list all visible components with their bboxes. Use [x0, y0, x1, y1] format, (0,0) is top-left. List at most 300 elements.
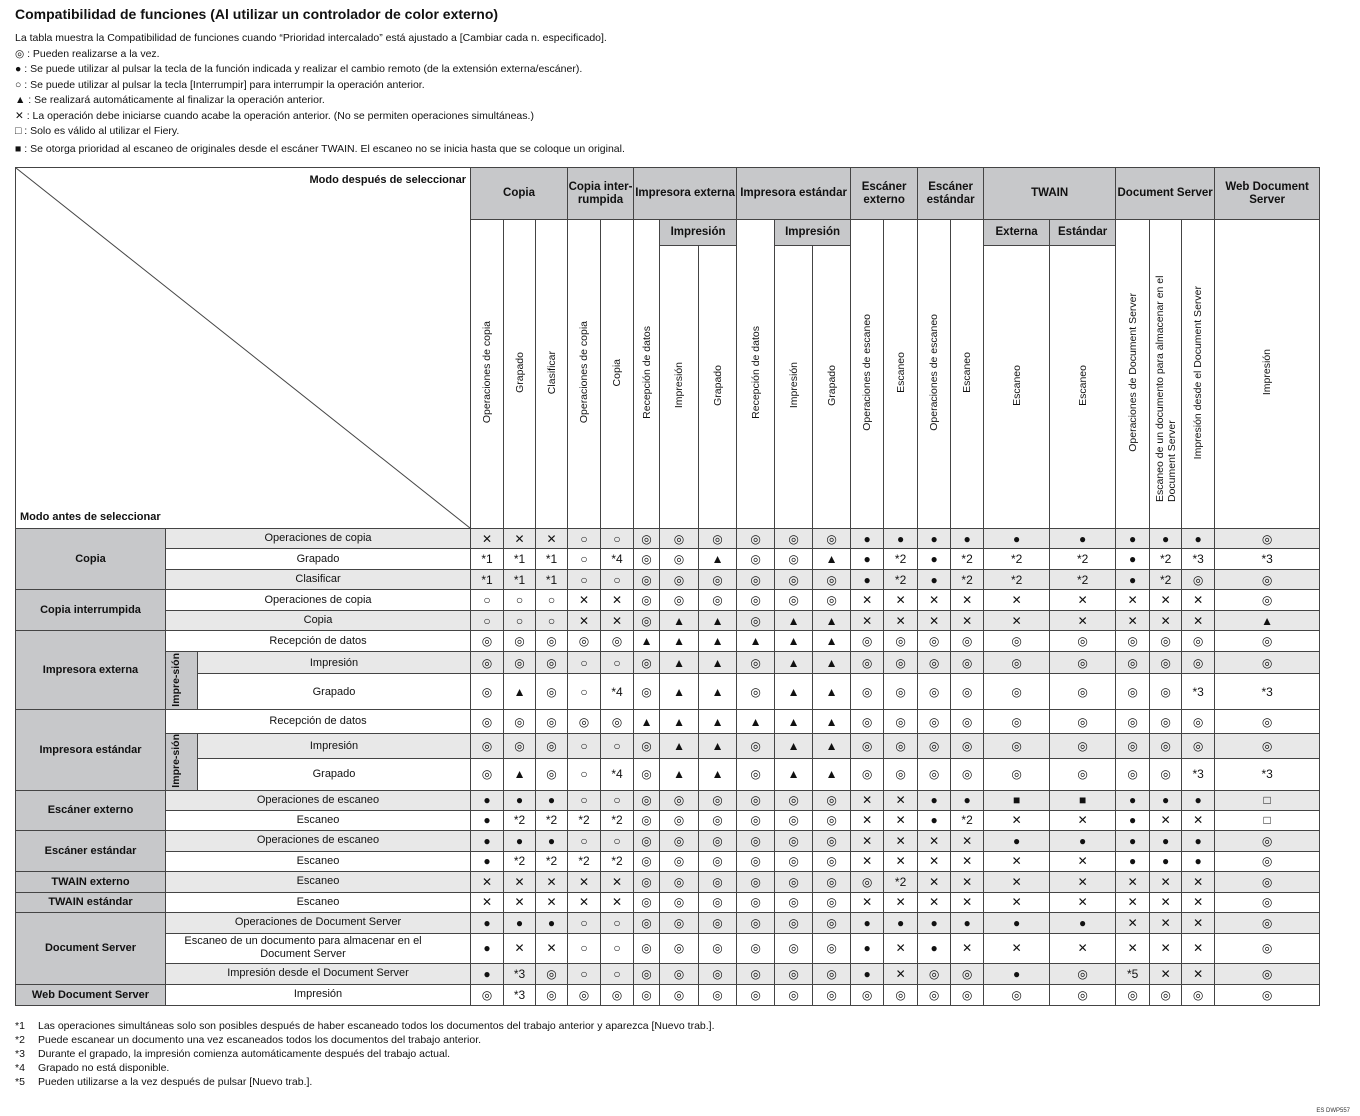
column-header: Impresión	[775, 246, 813, 529]
compat-cell: ○	[536, 611, 568, 631]
compat-cell: ◎	[951, 963, 984, 984]
corner-header	[16, 168, 471, 529]
compat-cell: ▲	[737, 631, 775, 652]
compat-cell: ▲	[737, 710, 775, 734]
compat-cell: ●	[884, 529, 918, 549]
compat-cell: ◎	[775, 590, 813, 611]
compat-cell: ●	[918, 933, 951, 963]
row-label: Escaneo	[166, 810, 471, 830]
row-label: Recepción de datos	[166, 631, 471, 652]
compat-cell: ◎	[699, 570, 737, 590]
compat-cell: ●	[851, 570, 884, 590]
compat-cell: ✕	[851, 810, 884, 830]
row-group-header: Document Server	[16, 912, 166, 984]
compat-cell: ▲	[813, 674, 851, 710]
compat-cell: ▲	[699, 549, 737, 570]
compat-cell: ◎	[851, 984, 884, 1005]
compat-cell: ✕	[1050, 810, 1116, 830]
compat-cell: ◎	[737, 611, 775, 631]
col-group-header: Escáner externo	[851, 168, 918, 220]
compat-cell: ◎	[634, 963, 660, 984]
compat-cell: ◎	[1215, 734, 1320, 759]
compat-cell: ◎	[1050, 674, 1116, 710]
compat-cell: ○	[568, 674, 601, 710]
compat-cell: ◎	[1215, 871, 1320, 892]
compat-cell: ◎	[775, 892, 813, 912]
column-header: Impresión desde el Document Server	[1182, 220, 1215, 529]
compat-cell: ✕	[918, 871, 951, 892]
compat-cell: ●	[984, 529, 1050, 549]
column-header: Recepción de datos	[634, 220, 660, 529]
compat-cell: ◎	[775, 529, 813, 549]
compat-cell: ●	[471, 790, 504, 810]
compat-cell: ◎	[775, 871, 813, 892]
compat-cell: ✕	[851, 590, 884, 611]
legend-item: ○ : Se puede utilizar al pulsar la tecla [Interrumpir] para interrumpir la operación anterior.	[15, 78, 425, 91]
compat-cell: *2	[884, 570, 918, 590]
compat-cell: ▲	[660, 710, 699, 734]
compat-cell: ✕	[1116, 871, 1150, 892]
compat-cell: ✕	[951, 871, 984, 892]
compat-cell: ✕	[568, 871, 601, 892]
compat-cell: ▲	[699, 631, 737, 652]
compatibility-table	[15, 167, 1320, 1006]
compat-cell: ◎	[851, 871, 884, 892]
document-code: ES DWP557	[1316, 1108, 1350, 1114]
compat-cell: ◎	[737, 674, 775, 710]
compat-cell: ◎	[634, 611, 660, 631]
compat-cell: ✕	[1150, 963, 1182, 984]
compat-cell: ✕	[1116, 590, 1150, 611]
compat-cell: ◎	[699, 933, 737, 963]
compat-cell: ▲	[699, 758, 737, 790]
compat-cell: ◎	[471, 710, 504, 734]
compat-cell: ✕	[1050, 851, 1116, 871]
compat-cell: *2	[568, 810, 601, 830]
compat-cell: ●	[851, 963, 884, 984]
column-header: Operaciones de copia	[471, 220, 504, 529]
compat-cell: *2	[951, 549, 984, 570]
compat-cell: ◎	[951, 631, 984, 652]
compat-cell: ◎	[813, 529, 851, 549]
compat-cell: ✕	[1150, 611, 1182, 631]
compat-cell: *1	[504, 549, 536, 570]
compat-cell: ◎	[634, 758, 660, 790]
compat-cell: ○	[471, 590, 504, 611]
compat-cell: ◎	[634, 570, 660, 590]
compat-cell: ▲	[504, 758, 536, 790]
compat-cell: ◎	[851, 710, 884, 734]
compat-cell: ●	[984, 912, 1050, 933]
compat-cell: ◎	[951, 674, 984, 710]
compat-cell: *1	[536, 549, 568, 570]
compat-cell: ✕	[601, 871, 634, 892]
row-group-header: Escáner estándar	[16, 830, 166, 871]
compat-cell: ○	[568, 758, 601, 790]
compat-cell: ◎	[660, 871, 699, 892]
compat-cell: ▲	[775, 674, 813, 710]
compat-cell: ✕	[1182, 892, 1215, 912]
compat-cell: *2	[984, 570, 1050, 590]
subgroup-header: Impresión	[775, 220, 851, 246]
row-label: Impresión desde el Document Server	[166, 963, 471, 984]
compat-cell: ●	[918, 912, 951, 933]
compat-cell: ○	[601, 790, 634, 810]
compat-cell: *1	[471, 570, 504, 590]
compat-cell: ◎	[775, 830, 813, 851]
compat-cell: *2	[601, 851, 634, 871]
compat-cell: ◎	[699, 810, 737, 830]
compat-cell: ✕	[536, 892, 568, 912]
compat-cell: *4	[601, 674, 634, 710]
compat-cell: ◎	[1116, 674, 1150, 710]
compat-cell: ◎	[634, 810, 660, 830]
compat-cell: ●	[504, 912, 536, 933]
legend-item: ■ : Se otorga prioridad al escaneo de originales desde el escáner TWAIN. El escaneo no se inicia hasta que se coloque un original.	[15, 142, 625, 155]
col-group-header: Copia	[471, 168, 568, 220]
compat-cell: ◎	[775, 851, 813, 871]
compat-cell: ▲	[504, 674, 536, 710]
compat-cell: ✕	[951, 933, 984, 963]
compat-cell: ▲	[660, 631, 699, 652]
compat-cell: ✕	[471, 529, 504, 549]
compat-cell: ◎	[660, 933, 699, 963]
compat-cell: ◎	[568, 984, 601, 1005]
compat-cell: ◎	[951, 710, 984, 734]
compat-cell: ◎	[699, 851, 737, 871]
compat-cell: ✕	[601, 892, 634, 912]
row-label: Impresión	[166, 984, 471, 1005]
compat-cell: ◎	[737, 933, 775, 963]
compat-cell: ◎	[536, 631, 568, 652]
compat-cell: ◎	[1182, 984, 1215, 1005]
compat-cell: ○	[568, 734, 601, 759]
compat-cell: ◎	[984, 631, 1050, 652]
row-group-header: Copia interrumpida	[16, 590, 166, 631]
compat-cell: ●	[1050, 912, 1116, 933]
compat-cell: ✕	[1150, 871, 1182, 892]
compat-cell: ◎	[918, 652, 951, 674]
compat-cell: ◎	[775, 570, 813, 590]
compat-cell: ◎	[813, 790, 851, 810]
row-label: Operaciones de copia	[166, 590, 471, 611]
compat-cell: ◎	[851, 652, 884, 674]
compat-cell: ▲	[813, 631, 851, 652]
compat-cell: ✕	[918, 892, 951, 912]
compat-cell: ✕	[536, 529, 568, 549]
compat-cell: ●	[471, 810, 504, 830]
row-label: Grapado	[198, 674, 471, 710]
compat-cell: ◎	[737, 984, 775, 1005]
compat-cell: ✕	[1050, 611, 1116, 631]
compat-cell: ▲	[775, 611, 813, 631]
compat-cell: ✕	[471, 871, 504, 892]
compat-cell: ◎	[536, 652, 568, 674]
column-header: Grapado	[813, 246, 851, 529]
compat-cell: ◎	[737, 570, 775, 590]
compat-cell: ●	[951, 790, 984, 810]
compat-cell: ●	[951, 912, 984, 933]
compat-cell: ✕	[601, 590, 634, 611]
compat-cell: ◎	[813, 892, 851, 912]
compat-cell: ✕	[918, 590, 951, 611]
compat-cell: ▲	[699, 734, 737, 759]
row-group-header: TWAIN externo	[16, 871, 166, 892]
compat-cell: ●	[1116, 830, 1150, 851]
compat-cell: ○	[568, 912, 601, 933]
compat-cell: ◎	[1116, 734, 1150, 759]
compat-cell: ◎	[568, 631, 601, 652]
compat-cell: ◎	[699, 529, 737, 549]
compat-cell: *2	[536, 810, 568, 830]
compat-cell: ○	[568, 790, 601, 810]
subgroup-header: Estándar	[1050, 220, 1116, 246]
compat-cell: ✕	[1150, 810, 1182, 830]
compat-cell: ●	[884, 912, 918, 933]
compat-cell: *3	[1215, 758, 1320, 790]
col-group-header: Document Server	[1116, 168, 1215, 220]
compat-cell: ●	[1116, 570, 1150, 590]
compat-cell: ◎	[1215, 652, 1320, 674]
compat-cell: ◎	[918, 710, 951, 734]
column-header: Operaciones de escaneo	[851, 220, 884, 529]
compat-cell: ●	[851, 912, 884, 933]
row-group-header: Web Document Server	[16, 984, 166, 1005]
compat-cell: ◎	[1182, 570, 1215, 590]
compat-cell: ✕	[568, 892, 601, 912]
compat-cell: *5	[1116, 963, 1150, 984]
compat-cell: □	[1215, 810, 1320, 830]
compat-cell: ◎	[813, 570, 851, 590]
compat-cell: ▲	[660, 652, 699, 674]
compat-cell: ●	[984, 830, 1050, 851]
compat-cell: ✕	[884, 830, 918, 851]
compat-cell: ●	[471, 933, 504, 963]
compat-cell: ◎	[660, 810, 699, 830]
compat-cell: ✕	[504, 529, 536, 549]
compat-cell: ○	[601, 912, 634, 933]
compat-cell: ✕	[884, 963, 918, 984]
page-title: Compatibilidad de funciones (Al utilizar un controlador de color externo)	[15, 6, 499, 22]
compat-cell: ◎	[1050, 652, 1116, 674]
compat-cell: ◎	[1050, 984, 1116, 1005]
compat-cell: ✕	[1182, 912, 1215, 933]
compat-cell: ○	[601, 529, 634, 549]
col-group-header: Copia inter-rumpida	[568, 168, 634, 220]
row-label: Operaciones de escaneo	[166, 790, 471, 810]
compat-cell: ◎	[951, 758, 984, 790]
compat-cell: ●	[471, 851, 504, 871]
compat-cell: ●	[504, 830, 536, 851]
compat-cell: ✕	[851, 892, 884, 912]
compat-cell: ◎	[699, 590, 737, 611]
col-group-header: Impresora externa	[634, 168, 737, 220]
compat-cell: ◎	[634, 734, 660, 759]
compat-cell: ◎	[568, 710, 601, 734]
column-header: Grapado	[699, 246, 737, 529]
compat-cell: ▲	[699, 710, 737, 734]
col-group-header: Web Document Server	[1215, 168, 1320, 220]
compat-cell: *3	[1182, 674, 1215, 710]
compat-cell: ◎	[737, 963, 775, 984]
compat-cell: ○	[601, 933, 634, 963]
compat-cell: ◎	[1150, 631, 1182, 652]
compat-cell: ✕	[918, 611, 951, 631]
compat-cell: ✕	[568, 611, 601, 631]
compat-cell: ◎	[660, 984, 699, 1005]
compat-cell: *2	[568, 851, 601, 871]
compat-cell: ✕	[918, 830, 951, 851]
legend-item: ▲ : Se realizará automáticamente al finalizar la operación anterior.	[15, 94, 325, 106]
row-label: Escaneo	[166, 851, 471, 871]
compat-cell: ◎	[775, 912, 813, 933]
compat-cell: ◎	[851, 674, 884, 710]
compat-cell: ✕	[851, 611, 884, 631]
compat-cell: ◎	[699, 871, 737, 892]
compat-cell: ◎	[1215, 984, 1320, 1005]
compat-cell: ✕	[951, 851, 984, 871]
compat-cell: ✕	[884, 810, 918, 830]
compat-cell: ◎	[813, 851, 851, 871]
compat-cell: ◎	[1150, 734, 1182, 759]
compat-cell: ◎	[634, 674, 660, 710]
compat-cell: ◎	[851, 631, 884, 652]
compat-cell: *2	[536, 851, 568, 871]
row-label: Clasificar	[166, 570, 471, 590]
compat-cell: ▲	[660, 758, 699, 790]
compat-cell: ✕	[984, 933, 1050, 963]
compat-cell: *2	[884, 871, 918, 892]
compat-cell: ◎	[813, 984, 851, 1005]
compat-cell: ●	[1116, 529, 1150, 549]
compat-cell: ◎	[1215, 710, 1320, 734]
compat-cell: ◎	[984, 674, 1050, 710]
column-header: Impresión	[1215, 220, 1320, 529]
compat-cell: ✕	[1150, 933, 1182, 963]
compat-cell: ◎	[634, 590, 660, 611]
compat-cell: *2	[1050, 549, 1116, 570]
compat-cell: *3	[1182, 549, 1215, 570]
impresion-subheader: Impre-sión	[166, 652, 198, 710]
compat-cell: ◎	[737, 549, 775, 570]
compat-cell: ○	[601, 830, 634, 851]
compat-cell: ▲	[813, 549, 851, 570]
compat-cell: ◎	[699, 790, 737, 810]
compat-cell: ▲	[775, 652, 813, 674]
compat-cell: ●	[1150, 851, 1182, 871]
compat-cell: ◎	[660, 851, 699, 871]
compat-cell: *2	[951, 570, 984, 590]
compat-cell: ✕	[1182, 871, 1215, 892]
compat-cell: ◎	[536, 984, 568, 1005]
compat-cell: ◎	[1215, 631, 1320, 652]
compat-cell: ◎	[634, 830, 660, 851]
compat-cell: ▲	[634, 631, 660, 652]
compat-cell: ◎	[1150, 710, 1182, 734]
compat-cell: ▲	[813, 734, 851, 759]
compat-cell: ✕	[884, 590, 918, 611]
compat-cell: ◎	[504, 631, 536, 652]
compat-cell: ●	[851, 933, 884, 963]
compat-cell: ◎	[660, 912, 699, 933]
compat-cell: ✕	[951, 892, 984, 912]
compat-cell: ●	[851, 549, 884, 570]
row-label: Operaciones de copia	[166, 529, 471, 549]
compat-cell: ●	[918, 810, 951, 830]
compat-cell: ◎	[1215, 912, 1320, 933]
compat-cell: ○	[536, 590, 568, 611]
column-header: Copia	[601, 220, 634, 529]
footnote: *5 Pueden utilizarse a la vez después de pulsar [Nuevo trab.].	[15, 1076, 313, 1088]
compat-cell: ▲	[634, 710, 660, 734]
compat-cell: ●	[536, 790, 568, 810]
compat-cell: ◎	[504, 734, 536, 759]
compat-cell: ●	[1150, 529, 1182, 549]
compat-cell: ✕	[884, 892, 918, 912]
row-group-header: Copia	[16, 529, 166, 590]
compat-cell: ◎	[1050, 710, 1116, 734]
subgroup-header: Externa	[984, 220, 1050, 246]
compat-cell: ◎	[737, 851, 775, 871]
compat-cell: ◎	[737, 830, 775, 851]
compat-cell: ✕	[1116, 933, 1150, 963]
col-group-header: Impresora estándar	[737, 168, 851, 220]
compat-cell: ●	[951, 529, 984, 549]
intro-text: La tabla muestra la Compatibilidad de funciones cuando “Prioridad intercalado” está ajustado a [Cambiar cada n. especificado].	[15, 32, 607, 44]
compat-cell: ●	[1150, 830, 1182, 851]
compat-cell: ◎	[634, 790, 660, 810]
compat-cell: ◎	[813, 933, 851, 963]
compat-cell: ◎	[737, 734, 775, 759]
corner-label-after: Modo después de seleccionar	[309, 174, 467, 186]
compat-cell: ◎	[984, 758, 1050, 790]
legend-item: □ : Solo es válido al utilizar el Fiery.	[15, 125, 180, 137]
compat-cell: *2	[884, 549, 918, 570]
column-header: Impresión	[660, 246, 699, 529]
compat-cell: ✕	[884, 933, 918, 963]
compat-cell: ●	[471, 963, 504, 984]
compat-cell: ■	[1050, 790, 1116, 810]
compat-cell: ✕	[918, 851, 951, 871]
compat-cell: ●	[918, 529, 951, 549]
compat-cell: ✕	[1116, 912, 1150, 933]
compat-cell: ◎	[775, 549, 813, 570]
compat-cell: ◎	[1215, 590, 1320, 611]
compat-cell: ◎	[504, 710, 536, 734]
compat-cell: *2	[1050, 570, 1116, 590]
compat-cell: ◎	[884, 631, 918, 652]
compat-cell: ◎	[851, 758, 884, 790]
compat-cell: ◎	[1050, 758, 1116, 790]
compat-cell: ✕	[504, 933, 536, 963]
compat-cell: ◎	[1182, 631, 1215, 652]
compat-cell: ✕	[471, 892, 504, 912]
compat-cell: ◎	[1215, 830, 1320, 851]
compat-cell: ✕	[1050, 590, 1116, 611]
compat-cell: ◎	[504, 652, 536, 674]
compat-cell: ◎	[918, 674, 951, 710]
compat-cell: ▲	[775, 631, 813, 652]
compat-cell: ◎	[918, 984, 951, 1005]
compat-cell: ▲	[813, 710, 851, 734]
impresion-subheader: Impre-sión	[166, 734, 198, 791]
compat-cell: ◎	[1050, 631, 1116, 652]
compat-cell: ✕	[536, 933, 568, 963]
compat-cell: ◎	[884, 652, 918, 674]
column-header: Recepción de datos	[737, 220, 775, 529]
row-label: Impresión	[198, 652, 471, 674]
compat-cell: ◎	[1215, 851, 1320, 871]
